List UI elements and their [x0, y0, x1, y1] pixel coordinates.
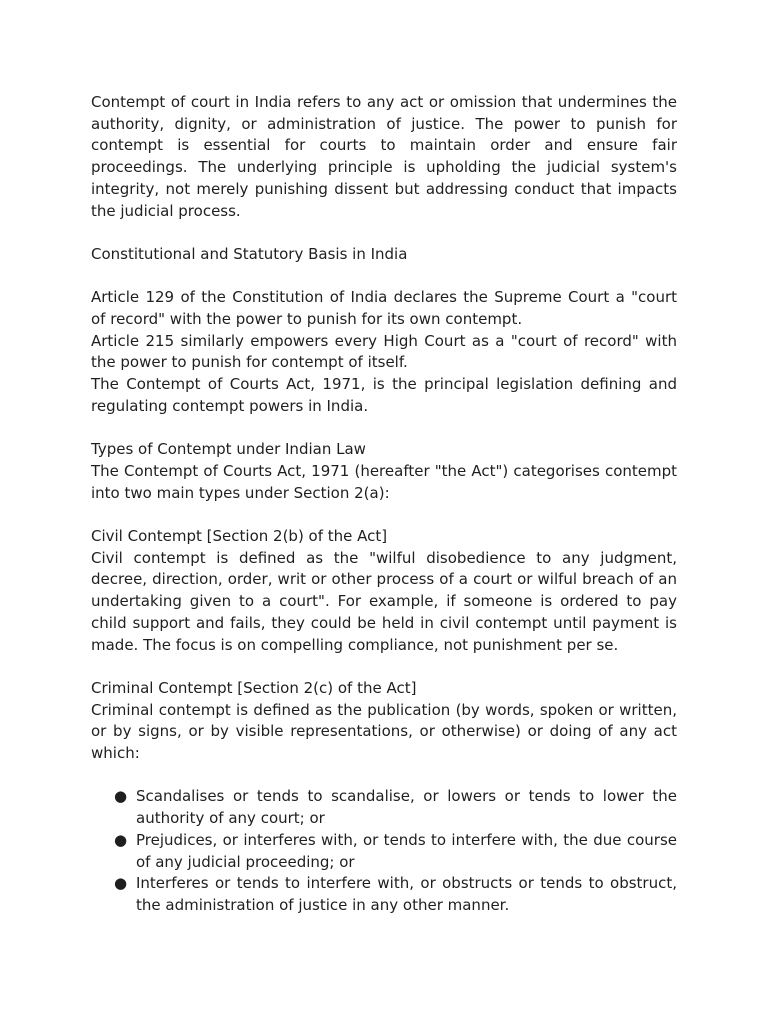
criminal-contempt-text: Criminal contempt is defined as the publication (by words, spoken or written, or by signs, or by visible representations, or otherwise) or doing of any act which:	[91, 700, 677, 763]
civil-contempt-heading: Civil Contempt [Section 2(b) of the Act]	[91, 527, 388, 545]
civil-contempt-text: Civil contempt is defined as the "wilful disobedience to any judgment, decree, direction, order, writ or other process of a court or wilful breach of an undertaking given to a court". For example, if someone is ordered to pay child support and fails, they could be held in civil contempt until payment is made. The focus is on compelling compliance, not punishment per se.	[91, 548, 677, 654]
list-item-text: Prejudices, or interferes with, or tends to interfere with, the due course of any judicial proceeding; or	[136, 830, 677, 871]
criminal-contempt-heading: Criminal Contempt [Section 2(c) of the Act]	[91, 678, 417, 697]
basis-paragraph-article-129: Article 129 of the Constitution of India declares the Supreme Court a "court of record" with the power to punish for its own contempt.	[91, 288, 677, 328]
types-intro: The Contempt of Courts Act, 1971 (hereafter "the Act") categorises contempt into two main types under Section 2(a):	[91, 461, 677, 502]
basis-heading: Constitutional and Statutory Basis in India	[91, 244, 408, 263]
basis-paragraph-article-215: Article 215 similarly empowers every High Court as a "court of record" with the power to punish for contempt of itself.	[91, 331, 677, 372]
types-heading: Types of Contempt under Indian Law	[91, 440, 366, 459]
list-item-text: Scandalises or tends to scandalise, or lowers or tends to lower the authority of any court; or	[136, 787, 677, 828]
list-item	[114, 873, 677, 916]
spacer	[91, 222, 677, 244]
bullet-icon: ●	[114, 787, 128, 806]
bullet-icon: ●	[114, 830, 128, 849]
spacer	[91, 765, 677, 787]
basis-paragraph-act-1971: The Contempt of Courts Act, 1971, is the principal legislation defining and regulating contempt powers in India.	[91, 375, 677, 415]
list-item	[114, 786, 677, 829]
intro-paragraph: Contempt of court in India refers to any act or omission that undermines the authority, dignity, or administration of justice. The power to punish for contempt is essential for courts to maintain order and ensure fair proceedings. The underlying principle is upholding the judicial system's integrity, not merely punishing dissent but addressing conduct that impacts the judicial process.	[91, 93, 677, 220]
spacer	[91, 504, 677, 526]
spacer	[91, 266, 677, 288]
list-item-text: Interferes or tends to interfere with, or obstructs or tends to obstruct, the administration of justice in any other manner.	[136, 874, 677, 914]
criminal-contempt-list	[91, 786, 677, 916]
bullet-icon: ●	[114, 874, 128, 893]
list-item	[114, 830, 677, 873]
document-page	[91, 92, 677, 917]
spacer	[91, 656, 677, 678]
spacer	[91, 418, 677, 440]
